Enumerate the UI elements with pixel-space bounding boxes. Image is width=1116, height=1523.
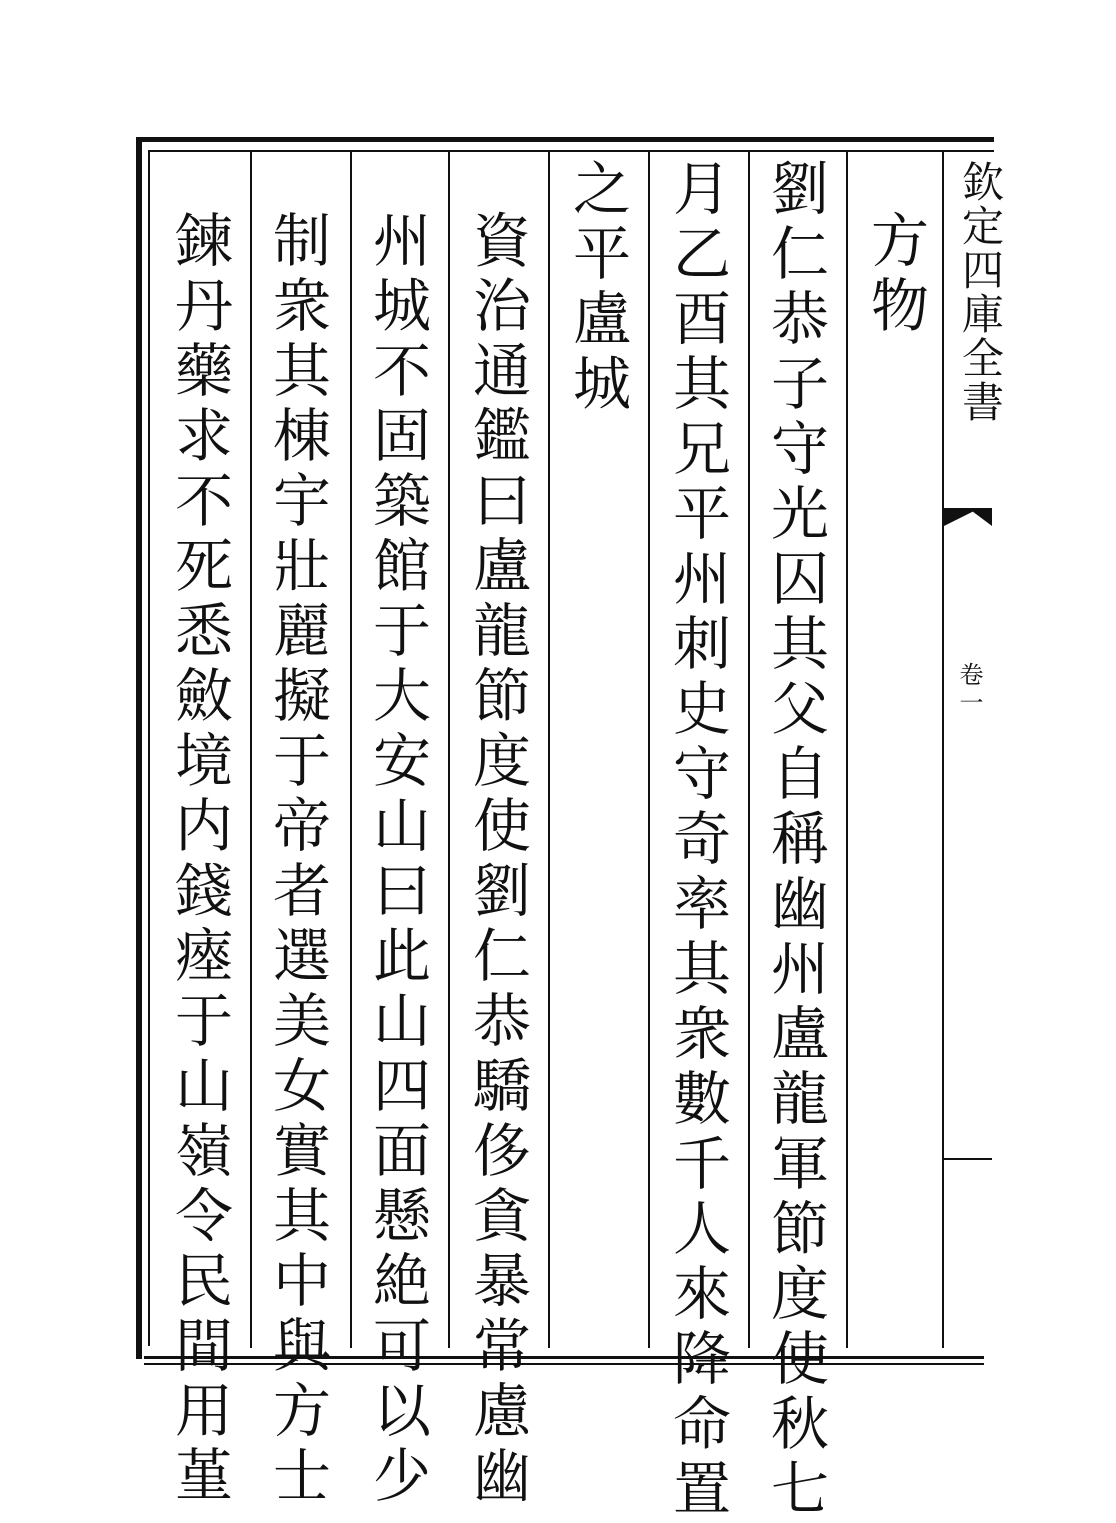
- volume-label: 卷一: [955, 662, 983, 718]
- text-column-7: 鍊丹藥求不死悉斂境内錢瘞于山嶺令民間用堇: [165, 210, 233, 1510]
- text-column-1: 劉仁恭子守光囚其父自稱幽州盧龍軍節度使秋七: [761, 158, 829, 1523]
- text-column-5: 州城不固築館于大安山曰此山四面懸絶可以少: [363, 210, 431, 1510]
- text-column-3: 之平盧城: [563, 158, 631, 418]
- column-divider: [648, 152, 650, 1348]
- text-column-2: 月乙酉其兄平州刺史守奇率其衆數千人來降命置: [663, 158, 731, 1523]
- margin-divider: [942, 152, 944, 1348]
- text-column-4: 資治通鑑曰盧龍節度使劉仁恭驕侈貪暴常慮幽: [463, 210, 531, 1510]
- column-divider: [748, 152, 750, 1348]
- column-divider: [448, 152, 450, 1348]
- column-divider: [350, 152, 352, 1348]
- column-divider: [548, 152, 550, 1348]
- margin-rule: [944, 1158, 992, 1160]
- column-divider: [250, 152, 252, 1348]
- book-title: 欽定四庫全書: [956, 160, 1005, 424]
- text-column-6: 制衆其棟宇壯麗擬于帝者選美女實其中與方士: [263, 210, 331, 1510]
- column-divider: [846, 152, 848, 1348]
- section-heading: 方物: [861, 210, 929, 340]
